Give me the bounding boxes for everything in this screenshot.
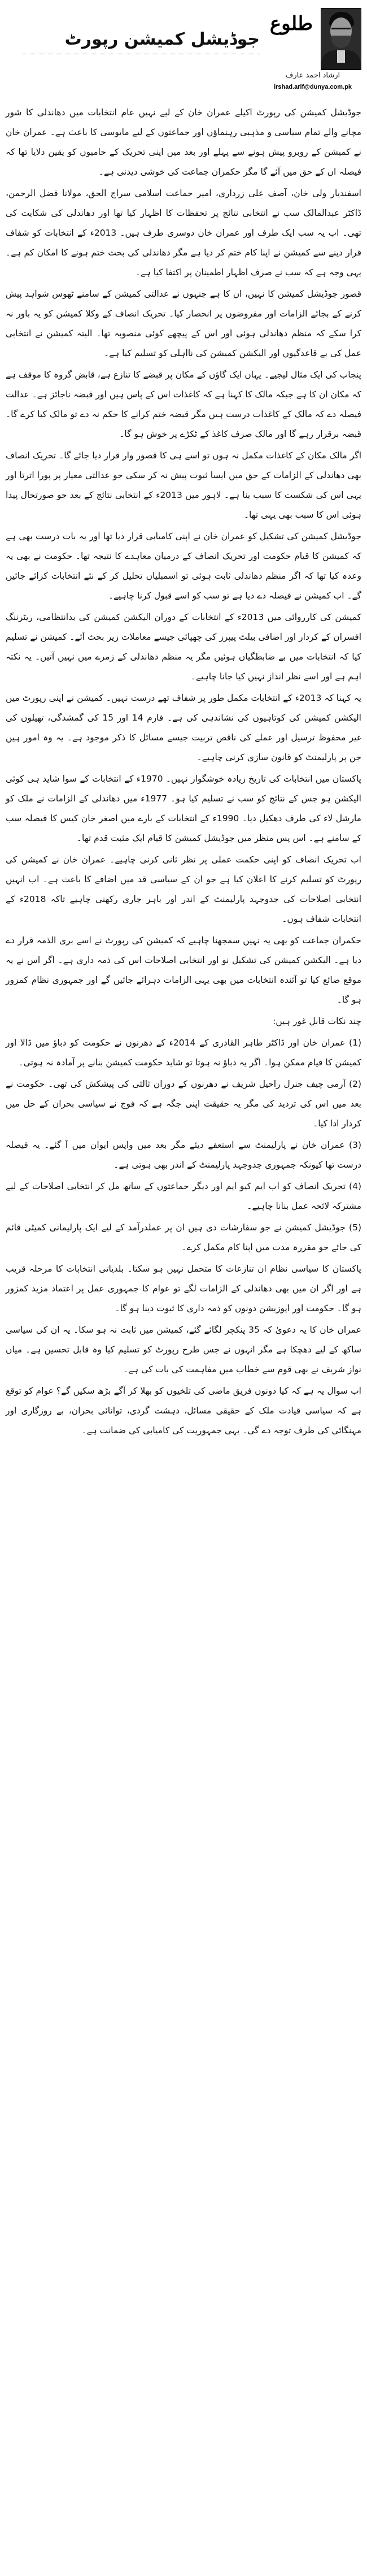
list-item: (4) تحریک انصاف کو اب ایم کیو ایم اور دیگر جماعتوں کے ساتھ مل کر انتخابی اصلاحات کے لیے مشترکہ لائحہ عمل بنانا چاہیے۔ bbox=[6, 1181, 361, 1211]
paragraph: جوڈیشل کمیشن کی تشکیل کو عمران خان نے اپنی کامیابی قرار دیا تھا اور یہ بات درست بھی ہے کہ کمیشن کا قیام حکومت اور تحریک انصاف کے درمیان معاہدے کا نتیجہ تھا۔ حکومت نے بھی یہ وعدہ کیا تھا کہ اگر منظم دھاندلی ثابت ہوئی تو اسمبلیاں تحلیل کر کے نئے انتخابات کرائے جائیں گے۔ اب کمیشن نے فیصلہ دے دیا ہے تو سب کو اسے قبول کرنا چاہیے۔ bbox=[6, 531, 361, 601]
author-name: ارشاد احمد عارف bbox=[285, 71, 340, 80]
paragraph: حکمران جماعت کو بھی یہ نہیں سمجھنا چاہیے کہ کمیشن کی رپورٹ نے اسے بری الذمہ قرار دے دیا ہے۔ الیکشن کمیشن کی تشکیل نو اور انتخابی اصلاحات اس کی ذمہ داری ہے۔ اگر اس نے یہ موقع ضائع کیا تو آئندہ انتخابات میں بھی یہی الزامات دہرائے جائیں گے اور جمہوری نظام کمزور ہو گا۔ bbox=[6, 935, 361, 1005]
paragraph: یہ کہنا کہ 2013ء کے انتخابات مکمل طور پر شفاف تھے درست نہیں۔ کمیشن نے اپنی رپورٹ میں الیکشن کمیشن کی کوتاہیوں کی نشاندہی کی ہے۔ فارم 14 اور 15 کی گمشدگی، تھیلوں کی غیر محفوظ ترسیل اور عملے کی ناقص تربیت جیسے مسائل کا ذکر موجود ہے۔ یہ وہ امور ہیں جن پر پارلیمنٹ کو قانون سازی کرنی چاہیے۔ bbox=[6, 693, 362, 762]
paragraph: جوڈیشل کمیشن کی رپورٹ اکیلے عمران خان کے لیے نہیں عام انتخابات میں دھاندلی کا شور مچانے والے تمام سیاسی و مذہبی رہنماؤں اور جماعتوں کے لیے مایوسی کا باعث ہے۔ عمران خان نے کمیشن کے روبرو پیش ہونے سے پہلے اور بعد میں اپنی تحریک کے حامیوں کو یقین دلایا تھا کہ فیصلہ ان کے حق میں آئے گا مگر حکمران جماعت کی خوشی دیدنی ہے۔ bbox=[6, 107, 361, 177]
paragraph: قصور جوڈیشل کمیشن کا نہیں، ان کا ہے جنہوں نے عدالتی کمیشن کے سامنے ٹھوس شواہد پیش کرنے کے بجائے الزامات اور مفروضوں پر انحصار کیا۔ تحریک انصاف کے وکلا کمیشن کو یہ باور نہ کرا سکے کہ منظم دھاندلی ہوئی اور اس کے پیچھے کوئی منصوبہ تھا۔ البتہ کمیشن نے انتخابی عمل کی بے قاعدگیوں اور الیکشن کمیشن کی نااہلی کو تسلیم کیا ہے۔ bbox=[6, 289, 361, 358]
paragraph: پاکستان میں انتخابات کی تاریخ زیادہ خوشگوار نہیں۔ 1970ء کے انتخابات کے سوا شاید ہی کوئی الیکشن ہو جس کے نتائج کو سب نے تسلیم کیا ہو۔ 1977ء میں دھاندلی کے الزامات نے ملک کو مارشل لاء کی طرف دھکیل دیا۔ 1990ء کے انتخابات کے بارے میں اصغر خان کیس کا فیصلہ سب کے سامنے ہے۔ اس پس منظر میں جوڈیشل کمیشن کا قیام ایک مثبت قدم تھا۔ bbox=[6, 774, 361, 843]
paragraph: اب تحریک انصاف کو اپنی حکمت عملی پر نظر ثانی کرنی چاہیے۔ عمران خان نے کمیشن کی رپورٹ کو تسلیم کرنے کا اعلان کیا ہے جو ان کے سیاسی قد میں اضافے کا باعث ہے۔ اب انہیں انتخابی اصلاحات کی جدوجہد پارلیمنٹ کے اندر اور باہر جاری رکھنی چاہیے تاکہ 2018ء کے انتخابات شفاف ہوں۔ bbox=[6, 855, 361, 924]
author-email[interactable]: irshad.arif@dunya.com.pk bbox=[274, 84, 352, 90]
paragraph: کمیشن کی کارروائی میں 2013ء کے انتخابات کے دوران الیکشن کمیشن کی بدانتظامی، ریٹرننگ افسران کے کردار اور اضافی بیلٹ پیپرز کی چھپائی جیسے معاملات زیر بحث آئے۔ کمیشن نے تسلیم کیا کہ انتخابات میں بے ضابطگیاں ہوئیں مگر یہ منظم دھاندلی کے زمرے میں نہیں آتیں۔ یہ نکتہ اہم ہے اور اسے نظر انداز نہیں کیا جانا چاہیے۔ bbox=[6, 612, 362, 682]
list-item: (1) عمران خان اور ڈاکٹر طاہر القادری کے 2014ء کے دھرنوں نے حکومت کو دباؤ میں ڈالا اور کمیشن کا قیام ممکن ہوا۔ اگر یہ دباؤ نہ ہوتا تو شاید حکومت کمیشن بنانے پر آمادہ نہ ہوتی۔ bbox=[6, 1038, 361, 1068]
list-item: (5) جوڈیشل کمیشن نے جو سفارشات دی ہیں ان پر عملدرآمد کے لیے ایک پارلیمانی کمیٹی قائم کی جائے جو مقررہ مدت میں اپنا کام مکمل کرے۔ bbox=[6, 1222, 361, 1252]
paragraph: اسفندیار ولی خان، آصف علی زرداری، امیر جماعت اسلامی سراج الحق، مولانا فضل الرحمن، ڈاکٹر عبدالمالک سب نے انتخابی نتائج پر تحفظات کا اظہار کیا تھا اور دھاندلی کی شکایت کی تھی۔ اب یہ سب ایک طرف اور عمران خان دوسری طرف ہیں۔ 2013ء کے انتخابات کو شفاف قرار دینے سے کمیشن نے اپنا کام ختم کر دیا ہے مگر دھاندلی کی بحث ختم ہونے کا امکان کم ہے۔ یہی وجہ ہے کہ سب نے صرف اظہار اطمینان پر اکتفا کیا ہے۔ bbox=[6, 188, 361, 277]
column-logo: طلوع bbox=[269, 12, 313, 35]
author-portrait bbox=[321, 8, 361, 70]
paragraph: پنجاب کی ایک مثال لیجیے۔ یہاں ایک گاؤں کے مکان پر قبضے کا تنازع ہے، قابض گروہ کا موقف ہے کہ مکان ان کا ہے جبکہ مالک کا کہنا ہے کہ کاغذات اس کے پاس ہیں اور قبضہ ناجائز ہے۔ عدالت فیصلہ دے کہ مالک کے کاغذات درست ہیں مگر قبضہ ختم کرانے کا حکم نہ دے تو مالک کیا کرے گا۔ قبضہ برقرار رہے گا اور مالک صرف کاغذ کے ٹکڑے پر خوش ہو گا۔ bbox=[6, 370, 361, 439]
list-item: (3) عمران خان نے پارلیمنٹ سے استعفے دیئے مگر بعد میں واپس ایوان میں آ گئے۔ یہ فیصلہ درست تھا کیونکہ جمہوری جدوجہد پارلیمنٹ کے اندر بھی ہوتی ہے۔ bbox=[6, 1140, 361, 1170]
list-intro: چند نکات قابل غور ہیں: bbox=[273, 1016, 361, 1026]
article-body bbox=[6, 103, 361, 1442]
article-headline: جوڈیشل کمیشن رپورٹ bbox=[23, 29, 260, 54]
paragraph: اب سوال یہ ہے کہ کیا دونوں فریق ماضی کی تلخیوں کو بھلا کر آگے بڑھ سکیں گے؟ عوام کو توقع ہے کہ سیاسی قیادت ملک کے حقیقی مسائل، دہشت گردی، توانائی بحران، بے روزگاری اور مہنگائی کی طرف توجہ دے گی۔ یہی جمہوریت کی کامیابی کی ضمانت ہے۔ bbox=[6, 1386, 361, 1436]
paragraph: عمران خان کا یہ دعویٰ کہ 35 پنکچر لگائے گئے، کمیشن میں ثابت نہ ہو سکا۔ یہ ان کی سیاسی ساکھ کے لیے دھچکا ہے مگر انہوں نے جس طرح رپورٹ کو تسلیم کیا وہ قابل تحسین ہے۔ میاں نواز شریف نے بھی قوم سے خطاب میں مفاہمت کی بات کی ہے۔ bbox=[6, 1325, 361, 1374]
columnist-box bbox=[264, 8, 364, 93]
list-item: (2) آرمی چیف جنرل راحیل شریف نے دھرنوں کے دوران ثالثی کی پیشکش کی تھی۔ حکومت نے بعد میں اس کی تردید کی مگر یہ حقیقت اپنی جگہ ہے کہ فوج نے سیاسی بحران کے حل میں کردار ادا کیا۔ bbox=[6, 1079, 361, 1129]
paragraph: اگر مالک مکان کے کاغذات مکمل نہ ہوں تو اسے ہی کا قصور وار قرار دیا جائے گا۔ تحریک انصاف بھی دھاندلی کے الزامات کے حق میں ایسا ثبوت پیش نہ کر سکی جو عدالتی معیار پر پورا اترتا اور یہی اس کی شکست کا سبب بنا ہے۔ لاہور میں 2013ء کے انتخابی نتائج کے بعد جو صورتحال پیدا ہوئی اس کا سبب بھی یہی تھا۔ bbox=[6, 450, 361, 520]
paragraph: پاکستان کا سیاسی نظام ان تنازعات کا متحمل نہیں ہو سکتا۔ بلدیاتی انتخابات کا مرحلہ قریب ہے اور اگر ان میں بھی دھاندلی کے الزامات لگے تو عوام کا جمہوری عمل پر اعتماد مزید کمزور ہو گا۔ حکومت اور اپوزیشن دونوں کو ذمہ داری کا ثبوت دینا ہو گا۔ bbox=[6, 1264, 361, 1313]
column-header bbox=[0, 0, 367, 101]
